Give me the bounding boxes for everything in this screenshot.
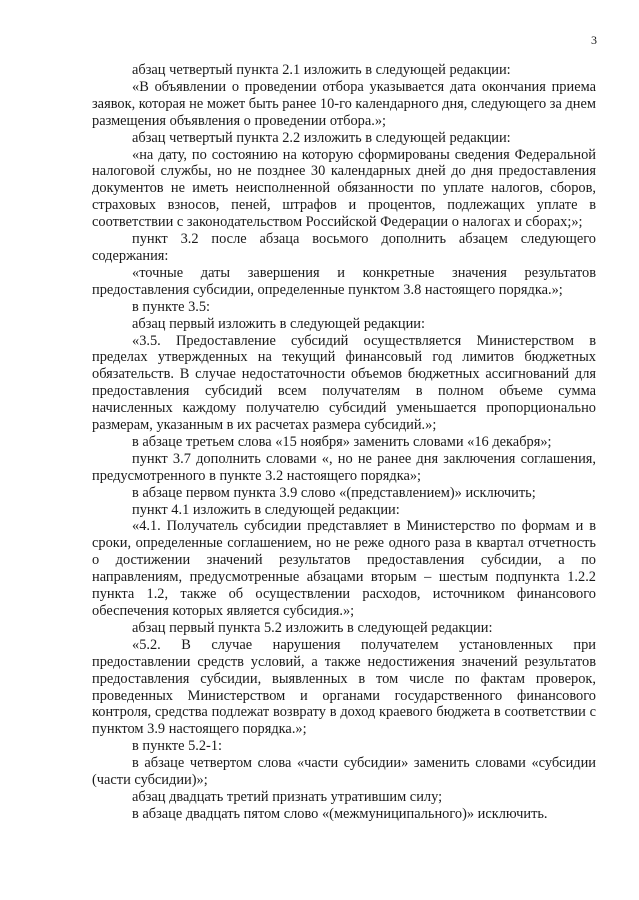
paragraph: абзац двадцать третий признать утратившим силу; [132,788,443,805]
paragraph: в абзаце третьем слова «15 ноября» заменить словами «16 декабря»; [132,433,552,450]
paragraph: в абзаце двадцать пятом слово «(межмуниципального)» исключить. [132,805,548,822]
paragraph: в абзаце четвертом слова «части субсидии» заменить словами «субсидии (части субсидии)»; [92,755,596,789]
paragraph: в пункте 3.5: [132,298,211,315]
paragraph: «3.5. Предоставление субсидий осуществляется Министерством в пределах утвержденных на текущий финансовый год лимитов бюджетных обязательств. В случае недостаточности объемов бюджетных ассигнований для предоставления субсидий всем получателям в полном объеме сумма начисленных каждому получателю субсидий уменьшается пропорционально размерам, указанным в их расчетах размера субсидий.»; [92,332,596,434]
paragraph: абзац четвертый пункта 2.1 изложить в следующей редакции: [132,62,511,78]
paragraph: «5.2. В случае нарушения получателем установленных при предоставлении средств условий, а также недостижения значений результатов предоставления субсидии, выявленных в том числе по фактам проверок, проведенных Министерством и органами государственного финансового контроля, средства подлежат возврату в доход краевого бюджета в соответствии с пунктом 3.9 настоящего порядка.»; [92,636,596,738]
document-body [92,62,596,823]
paragraph: абзац четвертый пункта 2.2 изложить в следующей редакции: [132,129,511,146]
paragraph: в абзаце первом пункта 3.9 слово «(представлением)» исключить; [132,484,536,501]
paragraph: «4.1. Получатель субсидии представляет в Министерство по формам и в сроки, определенные соглашением, но не реже одного раза в квартал отчетность о достижении значений результатов предоставления субсидии, а по направлениям, предусмотренные абзацами вторым – шестым подпункта 1.2.2 пункта 1.2, также об осуществлении расходов, источником финансового обеспечения которых является субсидия.»; [92,518,596,619]
page-number: 3 [591,33,597,47]
paragraph: абзац первый изложить в следующей редакции: [132,315,426,332]
paragraph: «В объявлении о проведении отбора указывается дата окончания приема заявок, которая не может быть ранее 10-го календарного дня, следующего за днем размещения объявления о проведении отбора.»; [92,78,596,129]
paragraph: «точные даты завершения и конкретные значения результатов предоставления субсидии, определенные пунктом 3.8 настоящего порядка.»; [92,264,596,298]
paragraph: пункт 4.1 изложить в следующей редакции: [132,501,400,518]
paragraph: пункт 3.7 дополнить словами «, но не ранее дня заключения соглашения, предусмотренного в пункте 3.2 настоящего порядка»; [92,450,596,484]
paragraph: абзац первый пункта 5.2 изложить в следующей редакции: [132,619,493,636]
paragraph: в пункте 5.2-1: [132,738,223,755]
paragraph: «на дату, по состоянию на которую сформированы сведения Федеральной налоговой службы, но не позднее 30 календарных дней до дня предоставления документов не иметь неисполненной обязанности по уплате налогов, сборов, страховых взносов, пеней, штрафов и процентов, подлежащих уплате в соответствии с законодательством Российской Федерации о налогах и сборах;»; [92,146,596,231]
paragraph: пункт 3.2 после абзаца восьмого дополнить абзацем следующего содержания: [92,231,596,264]
